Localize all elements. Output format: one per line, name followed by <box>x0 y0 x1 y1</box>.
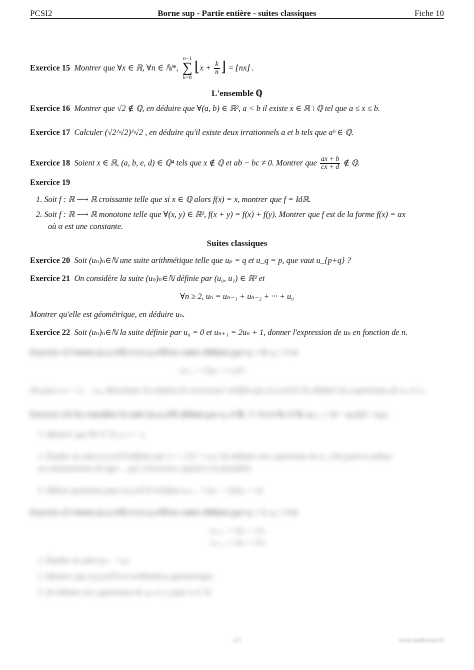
header-class: PCSI2 <box>30 8 53 18</box>
exercise-21 <box>30 274 444 284</box>
exercise-19-item-2-cont: où α est une constante. <box>48 222 124 231</box>
exercise-18-label: Exercice 18 <box>30 158 71 168</box>
blurred-line: Exercice 24 On considère la suite (uₙ)ₙ∈ℕ définie par u₀ ∈ ℝ \ {−1} et ∀n ∈ ℕ, uₙ₊₁ = (1 − uₙ)/(1 + uₙ) <box>30 410 388 419</box>
blurred-line: Exercice 23 Soient (uₙ)ₙ∈ℕ et (vₙ)ₙ∈ℕ les suites définies par u₀ = 0, v₀ = 1 et <box>30 348 298 357</box>
exercise-22-text: Soit (uₙ)ₙ∈ℕ la suite définie par u₀ = 0 et uₙ₊₁ = 2uₙ + 1, donner l'expression de uₙ en fonction de n. <box>74 328 408 337</box>
exercise-19-label-text: Exercice 19 <box>30 178 71 187</box>
blurred-line: 1. Montrer que ∀n ∈ ℕ, uₙ ≠ −1. <box>38 430 147 439</box>
exercise-21-text: On considère la suite (uₙ)ₙ∈ℕ définie par (u₀, u₁) ∈ ℝ² et <box>74 274 265 283</box>
fraction-k-over-n <box>214 61 220 76</box>
exercise-15-result: = ⌊nx⌋ . <box>228 63 254 73</box>
blurred-line: On pose wₙ = vₙ − uₙ, déterminer la relation de récurrence vérifiée par (wₙ)ₙ∈ℕ. En déduire les expressions de uₙ et vₙ. <box>30 386 427 395</box>
blurred-line: 3. En déduire les expressions de uₙ et vₙ pour n ∈ ℕ. <box>38 588 212 597</box>
exercise-18-result: ∉ ℚ. <box>343 158 360 168</box>
exercise-15: Exercice 15 Montrer que ∀x ∈ ℝ, ∀n ∈ ℕ*, n−1 ∑ k=0⌊x + $\frac{k}{n}$ ⌋ = ⌊nx⌋ . <box>30 56 254 81</box>
exercise-17-question: , en déduire qu'il existe deux irrationnels a et b tels que aᵇ ∈ ℚ. <box>145 128 354 137</box>
blurred-line: uₙ₊₁ = 3uₙ + 2vₙ <box>210 526 267 535</box>
exercise-21-question: Montrer qu'elle est géométrique, en déduire uₙ. <box>30 310 185 319</box>
fraction-numerator: ax + b <box>320 155 340 163</box>
fraction-denominator: n <box>215 68 219 76</box>
exercise-16-label: Exercice 16 <box>30 104 71 113</box>
blurred-line: un raisonnement de type ... par récurrence, quand c'est possible) <box>38 464 251 473</box>
exercise-19-item-1: 1. Soit f : ℝ ⟶ ℝ croissante telle que si x ∈ ℚ alors f(x) = x, montrer que f = Idℝ. <box>36 195 311 204</box>
exercise-22 <box>30 328 444 338</box>
exercise-20-text: Soit (uₙ)ₙ∈ℕ une suite arithmétique telle que uₚ = q et u_q = p, que vaut u_{p+q} ? <box>74 256 351 265</box>
header-title: Borne sup - Partie entière - suites classiques <box>157 8 317 18</box>
site-watermark: www.mathovore.fr <box>398 638 444 644</box>
fraction-homographic <box>320 156 340 171</box>
exercise-17 <box>30 128 444 138</box>
exercise-21-label: Exercice 21 <box>30 274 71 283</box>
fraction-numerator: k <box>215 60 219 68</box>
header-rule <box>30 18 444 19</box>
exercise-17-expression: (√2^√2)^√2 <box>104 128 144 137</box>
exercise-15-label: Exercice 15 <box>30 63 71 73</box>
sum-lower-bound: k=0 <box>183 75 192 81</box>
blurred-line: 3. Mêmes questions pour (uₙ)ₙ∈ℕ vérifiant uₙ₊₁ = (uₙ − 1)/(uₙ + 3) <box>38 486 263 495</box>
exercise-22-label: Exercice 22 <box>30 328 71 337</box>
section-title-sequences: Suites classiques <box>206 238 268 248</box>
exercise-16-text: Montrer que √2 ∉ ℚ, en déduire que ∀(a, b) ∈ ℝ², a < b il existe x ∈ ℝ \ ℚ tel que a ≤ x ≤ b. <box>74 104 381 113</box>
exercise-20 <box>30 256 444 266</box>
exercise-15-text: Montrer que ∀x ∈ ℝ, ∀n ∈ ℕ*, <box>74 63 179 73</box>
header-sheet-number: Fiche 10 <box>414 8 444 18</box>
blurred-line: 1. Étudier la suite (uₙ − vₙ). <box>38 556 131 565</box>
exercise-17-label: Exercice 17 <box>30 128 71 137</box>
fraction-denominator: cx + d <box>321 163 340 171</box>
page-number: 2/3 <box>233 638 241 644</box>
blurred-line: 2. Étudier la suite (vₙ)ₙ∈ℕ définie par vₙ = 1/(1 + uₙ). En déduire une expression de uₙ. (On pourra utiliser <box>38 452 394 461</box>
section-title-rationals: L'ensemble ℚ <box>211 88 263 98</box>
exercise-16 <box>30 104 444 114</box>
blurred-line: vₙ₊₁ = 2uₙ + 3vₙ <box>210 538 266 547</box>
blurred-line: Exercice 25 Soient (uₙ)ₙ∈ℕ et (vₙ)ₙ∈ℕ les suites définies par u₀ = 1, v₀ = 2 et <box>30 508 298 517</box>
sum-upper-bound: n−1 <box>183 56 192 62</box>
exercise-21-formula: ∀n ≥ 2, uₙ = uₙ₋₁ + uₙ₋₂ + ··· + u₀ <box>180 292 294 301</box>
blurred-preview <box>30 344 444 624</box>
floor-argument: x + <box>199 63 212 73</box>
exercise-18 <box>30 156 444 171</box>
exercise-19-item-2: 2. Soit f : ℝ ⟶ ℝ monotone telle que ∀(x, y) ∈ ℝ², f(x + y) = f(x) + f(y). Montrer que f est de la forme f(x) = αx <box>36 210 406 219</box>
exercise-17-text: Calculer <box>74 128 103 137</box>
sum-symbol: n−1 ∑ k=0 <box>182 56 193 81</box>
blurred-line: 2. Montrer que (uₙ)ₙ∈ℕ est arithmético-géométrique. <box>38 572 215 581</box>
exercise-19-label <box>30 178 444 188</box>
blurred-line: uₙ₊₁ = (2uₙ + vₙ)/3 <box>180 366 245 375</box>
exercise-20-label: Exercice 20 <box>30 256 71 265</box>
exercise-18-text: Soient x ∈ ℝ, (a, b, e, d) ∈ ℚ⁴ tels que x ∉ ℚ et ab − bc ≠ 0. Montrer que <box>74 158 317 168</box>
